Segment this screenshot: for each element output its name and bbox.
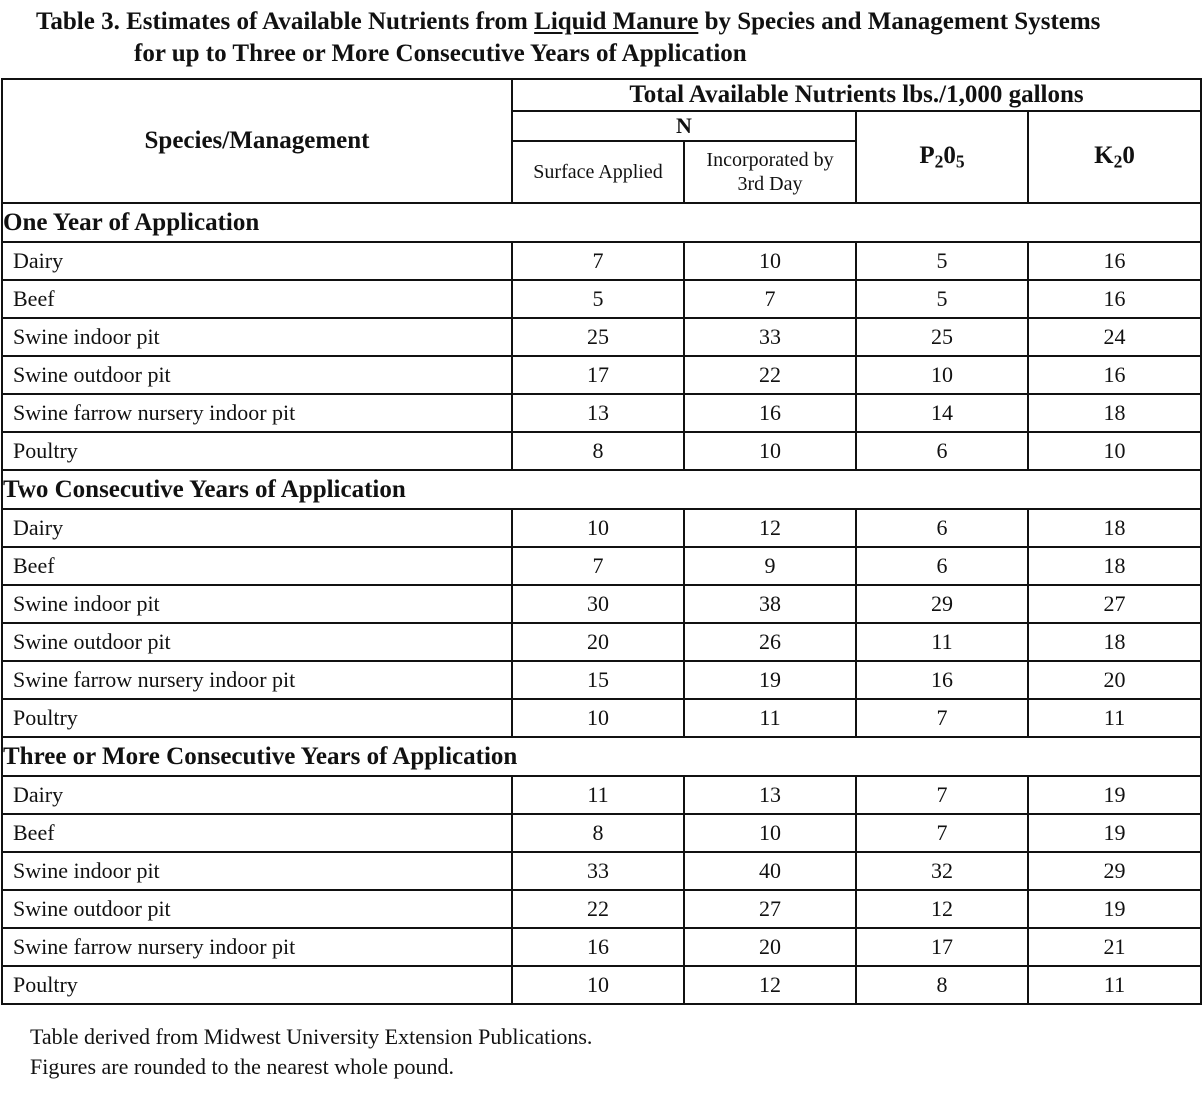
table-row: [2, 699, 1201, 737]
p2o5-cell: 29: [856, 585, 1028, 623]
p2o5-cell: 25: [856, 318, 1028, 356]
incorporated-cell: 12: [684, 966, 856, 1004]
surface-applied-cell: 10: [512, 509, 684, 547]
p-sub-2: 5: [955, 151, 965, 172]
incorporated-cell: 27: [684, 890, 856, 928]
k2o-cell: 16: [1028, 280, 1201, 318]
header-n: N: [512, 111, 856, 141]
section-title: One Year of Application: [2, 203, 1201, 242]
k-end: 0: [1122, 141, 1135, 169]
k2o-cell: 19: [1028, 890, 1201, 928]
incorporated-cell: 10: [684, 242, 856, 280]
header-total-nutrients: Total Available Nutrients lbs./1,000 gallons: [512, 79, 1201, 111]
header-k2o: [1028, 111, 1201, 203]
table-title: [0, 6, 1202, 70]
title-line-1: [0, 6, 1202, 38]
table-row: [2, 242, 1201, 280]
header-species: Species/Management: [2, 79, 512, 203]
k2o-cell: 18: [1028, 394, 1201, 432]
surface-applied-cell: 7: [512, 242, 684, 280]
header-p2o5: [856, 111, 1028, 203]
species-cell: Swine outdoor pit: [2, 356, 512, 394]
species-cell: Beef: [2, 547, 512, 585]
incorporated-cell: 20: [684, 928, 856, 966]
surface-applied-cell: 30: [512, 585, 684, 623]
incorporated-cell: 10: [684, 432, 856, 470]
title-text-end: by Species and Management Systems: [698, 8, 1101, 35]
table-row: [2, 318, 1201, 356]
species-cell: Dairy: [2, 242, 512, 280]
species-cell: Beef: [2, 814, 512, 852]
species-cell: Swine indoor pit: [2, 318, 512, 356]
surface-applied-cell: 16: [512, 928, 684, 966]
surface-applied-cell: 10: [512, 966, 684, 1004]
title-line-2: for up to Three or More Consecutive Years of Application: [134, 40, 747, 67]
table-row: [2, 432, 1201, 470]
p2o5-cell: 16: [856, 661, 1028, 699]
p2o5-cell: 8: [856, 966, 1028, 1004]
species-cell: Poultry: [2, 432, 512, 470]
section-header-row: [2, 203, 1201, 242]
header-surface-applied: Surface Applied: [512, 141, 684, 203]
surface-applied-cell: 8: [512, 432, 684, 470]
incorporated-cell: 38: [684, 585, 856, 623]
species-cell: Poultry: [2, 966, 512, 1004]
table-body: [2, 203, 1201, 1004]
k2o-cell: 11: [1028, 966, 1201, 1004]
p-sub-1: 2: [934, 151, 944, 172]
k2o-cell: 29: [1028, 852, 1201, 890]
p2o5-cell: 6: [856, 509, 1028, 547]
p2o5-cell: 7: [856, 814, 1028, 852]
surface-applied-cell: 20: [512, 623, 684, 661]
section-title: Three or More Consecutive Years of Application: [2, 737, 1201, 776]
k2o-cell: 16: [1028, 356, 1201, 394]
note-rounding: Figures are rounded to the nearest whole pound.: [30, 1054, 454, 1079]
surface-applied-cell: 13: [512, 394, 684, 432]
k2o-cell: 27: [1028, 585, 1201, 623]
surface-applied-cell: 10: [512, 699, 684, 737]
p2o5-cell: 7: [856, 699, 1028, 737]
surface-applied-cell: 11: [512, 776, 684, 814]
k2o-cell: 11: [1028, 699, 1201, 737]
incorporated-cell: 11: [684, 699, 856, 737]
incorporated-cell: 33: [684, 318, 856, 356]
k2o-cell: 19: [1028, 814, 1201, 852]
incorporated-cell: 9: [684, 547, 856, 585]
table-notes: [30, 1022, 592, 1082]
species-cell: Swine farrow nursery indoor pit: [2, 928, 512, 966]
table-row: [2, 280, 1201, 318]
table-row: [2, 356, 1201, 394]
surface-applied-cell: 8: [512, 814, 684, 852]
p2o5-cell: 14: [856, 394, 1028, 432]
table-row: [2, 928, 1201, 966]
surface-applied-cell: 5: [512, 280, 684, 318]
k2o-cell: 16: [1028, 242, 1201, 280]
surface-applied-cell: 22: [512, 890, 684, 928]
k-sub: 2: [1113, 151, 1123, 172]
incorporated-line-1: Incorporated by: [706, 149, 834, 171]
species-cell: Swine farrow nursery indoor pit: [2, 394, 512, 432]
note-source: Table derived from Midwest University Extension Publications.: [30, 1024, 593, 1049]
species-cell: Swine outdoor pit: [2, 890, 512, 928]
table-row: [2, 509, 1201, 547]
surface-applied-cell: 17: [512, 356, 684, 394]
p2o5-cell: 32: [856, 852, 1028, 890]
incorporated-cell: 10: [684, 814, 856, 852]
incorporated-cell: 26: [684, 623, 856, 661]
species-cell: Swine farrow nursery indoor pit: [2, 661, 512, 699]
surface-applied-cell: 7: [512, 547, 684, 585]
species-cell: Dairy: [2, 509, 512, 547]
p2o5-cell: 12: [856, 890, 1028, 928]
surface-applied-cell: 25: [512, 318, 684, 356]
p2o5-cell: 6: [856, 547, 1028, 585]
p-base: P: [919, 141, 935, 169]
species-cell: Poultry: [2, 699, 512, 737]
species-cell: Swine indoor pit: [2, 852, 512, 890]
section-header-row: [2, 737, 1201, 776]
incorporated-cell: 13: [684, 776, 856, 814]
table-row: [2, 394, 1201, 432]
table-row: [2, 776, 1201, 814]
k2o-cell: 10: [1028, 432, 1201, 470]
table-row: [2, 623, 1201, 661]
header-incorporated: [684, 141, 856, 203]
title-text-start: Table 3. Estimates of Available Nutrients from: [36, 8, 535, 35]
p2o5-cell: 17: [856, 928, 1028, 966]
table-row: [2, 547, 1201, 585]
p2o5-cell: 11: [856, 623, 1028, 661]
nutrients-table: [1, 78, 1202, 1005]
k2o-cell: 18: [1028, 547, 1201, 585]
title-underlined-text: Liquid Manure: [534, 8, 699, 35]
incorporated-cell: 12: [684, 509, 856, 547]
p2o5-cell: 5: [856, 242, 1028, 280]
incorporated-cell: 16: [684, 394, 856, 432]
p2o5-cell: 7: [856, 776, 1028, 814]
k2o-cell: 18: [1028, 509, 1201, 547]
table-row: [2, 966, 1201, 1004]
incorporated-cell: 40: [684, 852, 856, 890]
k2o-cell: 18: [1028, 623, 1201, 661]
species-cell: Dairy: [2, 776, 512, 814]
incorporated-line-2: 3rd Day: [737, 173, 803, 195]
species-cell: Swine outdoor pit: [2, 623, 512, 661]
k2o-cell: 21: [1028, 928, 1201, 966]
incorporated-cell: 22: [684, 356, 856, 394]
table-row: [2, 585, 1201, 623]
p2o5-cell: 6: [856, 432, 1028, 470]
section-header-row: [2, 470, 1201, 509]
k-base: K: [1094, 141, 1114, 169]
p2o5-cell: 10: [856, 356, 1028, 394]
k2o-cell: 24: [1028, 318, 1201, 356]
incorporated-cell: 7: [684, 280, 856, 318]
surface-applied-cell: 15: [512, 661, 684, 699]
incorporated-cell: 19: [684, 661, 856, 699]
p2o5-cell: 5: [856, 280, 1028, 318]
k2o-cell: 20: [1028, 661, 1201, 699]
p-mid: 0: [943, 141, 956, 169]
table-row: [2, 814, 1201, 852]
table-header: [2, 79, 1201, 203]
table-row: [2, 661, 1201, 699]
section-title: Two Consecutive Years of Application: [2, 470, 1201, 509]
table-row: [2, 852, 1201, 890]
species-cell: Swine indoor pit: [2, 585, 512, 623]
table-row: [2, 890, 1201, 928]
species-cell: Beef: [2, 280, 512, 318]
k2o-cell: 19: [1028, 776, 1201, 814]
surface-applied-cell: 33: [512, 852, 684, 890]
